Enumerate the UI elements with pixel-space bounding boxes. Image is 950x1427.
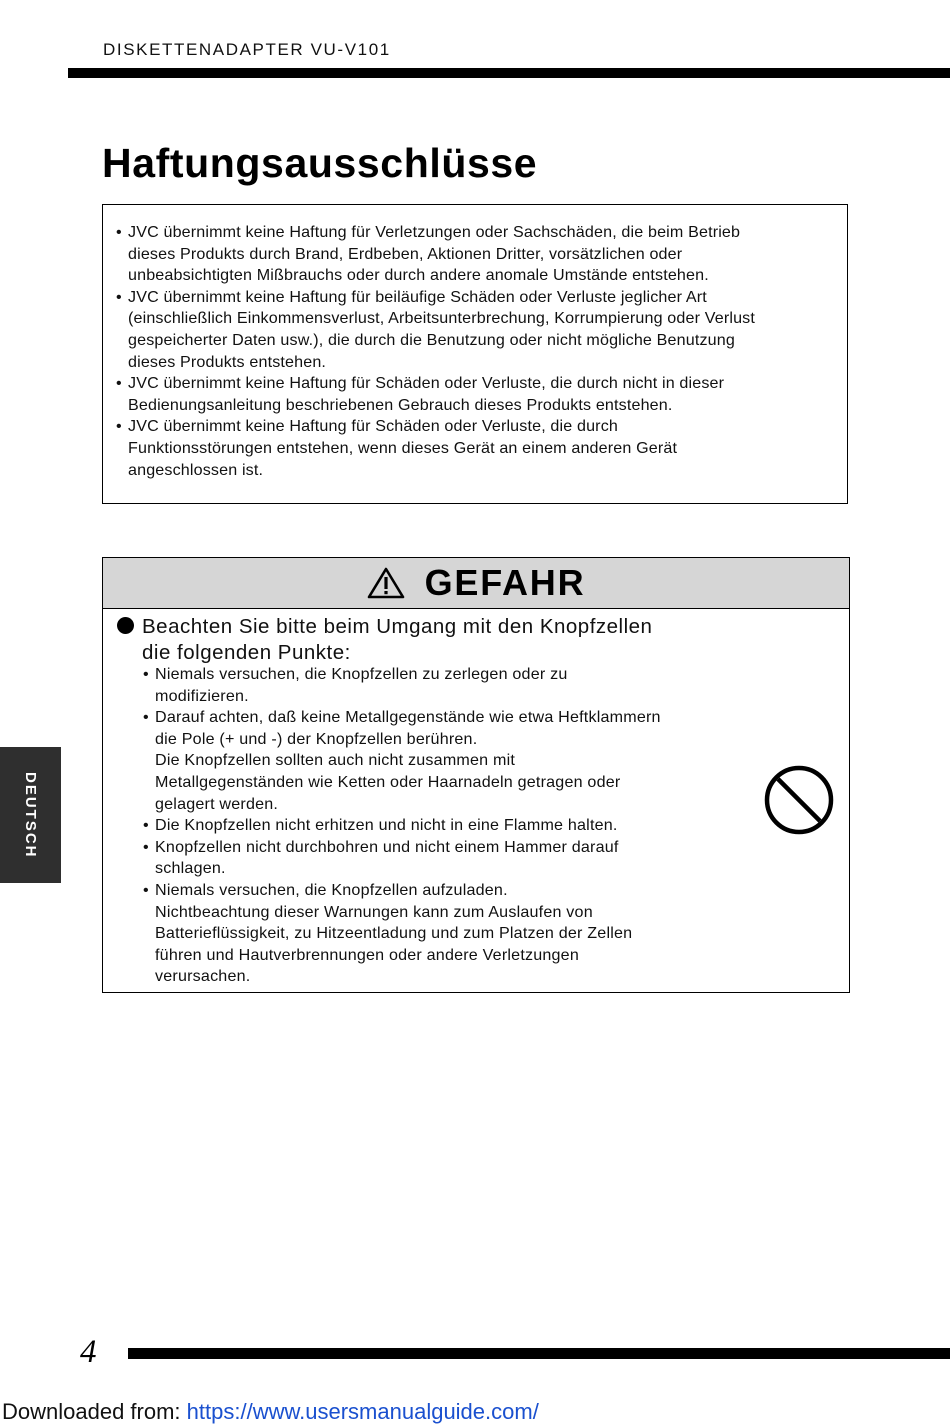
bullet-glyph: • bbox=[143, 665, 149, 683]
disclaimer-item bbox=[116, 287, 847, 373]
disclaimer-box bbox=[102, 204, 848, 504]
bullet-glyph: • bbox=[143, 880, 149, 899]
warning-triangle-icon bbox=[367, 566, 405, 600]
bullet-glyph: • bbox=[116, 374, 122, 393]
bullet-glyph: • bbox=[143, 816, 149, 835]
bullet-glyph: • bbox=[116, 417, 122, 436]
danger-title: GEFAHR bbox=[424, 562, 586, 603]
language-side-tab bbox=[0, 747, 61, 883]
danger-item bbox=[143, 837, 743, 880]
language-tab-label: DEUTSCH bbox=[22, 771, 39, 859]
download-prefix: Downloaded from: bbox=[2, 1399, 187, 1424]
disclaimer-text: JVC übernimmt keine Haftung für beiläufige Schäden oder Verluste jeglicher Art (einschließlich Einkommensverlust, Arbeitsunterbrechung, Korrumpierung oder Verlust gespeicherter Daten usw.), die durch die Benutzung oder nicht mögliche Benutzung dieses Produkts entstehen. bbox=[128, 287, 755, 371]
disclaimer-list bbox=[103, 205, 847, 481]
disclaimer-text: JVC übernimmt keine Haftung für Schäden oder Verluste, die durch nicht in dieser Bedienungsanleitung beschriebenen Gebrauch dieses Produkts entstehen. bbox=[128, 374, 725, 414]
danger-item-text: Darauf achten, daß keine Metallgegenstände wie etwa Heftklammern die Pole (+ und -) der Knopfzellen berühren. Die Knopfzellen sollten auch nicht zusammen mit Metallgegenständen wie Ketten oder Haarnadeln getragen oder gelagert werden. bbox=[155, 708, 661, 813]
danger-item bbox=[143, 664, 743, 707]
filled-circle-bullet-icon bbox=[117, 617, 134, 634]
page-number: 4 bbox=[80, 1334, 97, 1370]
bullet-glyph: • bbox=[116, 223, 122, 241]
running-header: DISKETTENADAPTER VU-V101 bbox=[103, 40, 391, 59]
header-rule bbox=[68, 68, 950, 78]
danger-list bbox=[143, 664, 743, 988]
download-footer bbox=[2, 1399, 539, 1425]
danger-item-text: Die Knopfzellen nicht erhitzen und nicht in eine Flamme halten. bbox=[155, 816, 618, 835]
bullet-glyph: • bbox=[143, 837, 149, 856]
danger-item bbox=[143, 707, 743, 815]
danger-intro-text: Beachten Sie bitte beim Umgang mit den Knopfzellen bbox=[142, 615, 653, 638]
danger-intro-line: die folgenden Punkte: bbox=[142, 641, 351, 664]
bullet-glyph: • bbox=[143, 708, 149, 727]
danger-item-text: Knopfzellen nicht durchbohren und nicht einem Hammer darauf schlagen. bbox=[155, 837, 619, 878]
download-link[interactable]: https://www.usersmanualguide.com/ bbox=[186, 1399, 539, 1424]
page-title: Haftungsausschlüsse bbox=[102, 140, 538, 186]
footer-rule bbox=[128, 1348, 950, 1359]
disclaimer-item bbox=[116, 416, 847, 481]
danger-intro bbox=[117, 614, 652, 666]
danger-box bbox=[102, 557, 850, 993]
danger-item-text: Niemals versuchen, die Knopfzellen zu zerlegen oder zu modifizieren. bbox=[155, 665, 568, 705]
danger-header bbox=[103, 558, 849, 609]
danger-item bbox=[143, 815, 743, 837]
disclaimer-item bbox=[116, 222, 847, 287]
prohibition-icon bbox=[764, 765, 834, 835]
disclaimer-text: JVC übernimmt keine Haftung für Verletzungen oder Sachschäden, die beim Betrieb dieses Produkts durch Brand, Erdbeben, Aktionen Dritter, vorsätzlichen oder unbeabsichtigten Mißbrauchs oder durch andere anomale Umstände entstehen. bbox=[128, 223, 741, 285]
disclaimer-item bbox=[116, 373, 847, 416]
danger-intro-line bbox=[117, 614, 652, 640]
danger-item bbox=[143, 880, 743, 988]
disclaimer-text: JVC übernimmt keine Haftung für Schäden oder Verluste, die durch Funktionsstörungen entstehen, wenn dieses Gerät an einem anderen Gerät angeschlossen ist. bbox=[128, 417, 678, 479]
bullet-glyph: • bbox=[116, 287, 122, 306]
danger-item-text: Niemals versuchen, die Knopfzellen aufzuladen. Nichtbeachtung dieser Warnungen kann zum Auslaufen von Batterieflüssigkeit, zu Hitzeentladung und zum Platzen der Zellen führen und Hautverbrennungen oder andere Verletzungen verursachen. bbox=[155, 880, 633, 986]
